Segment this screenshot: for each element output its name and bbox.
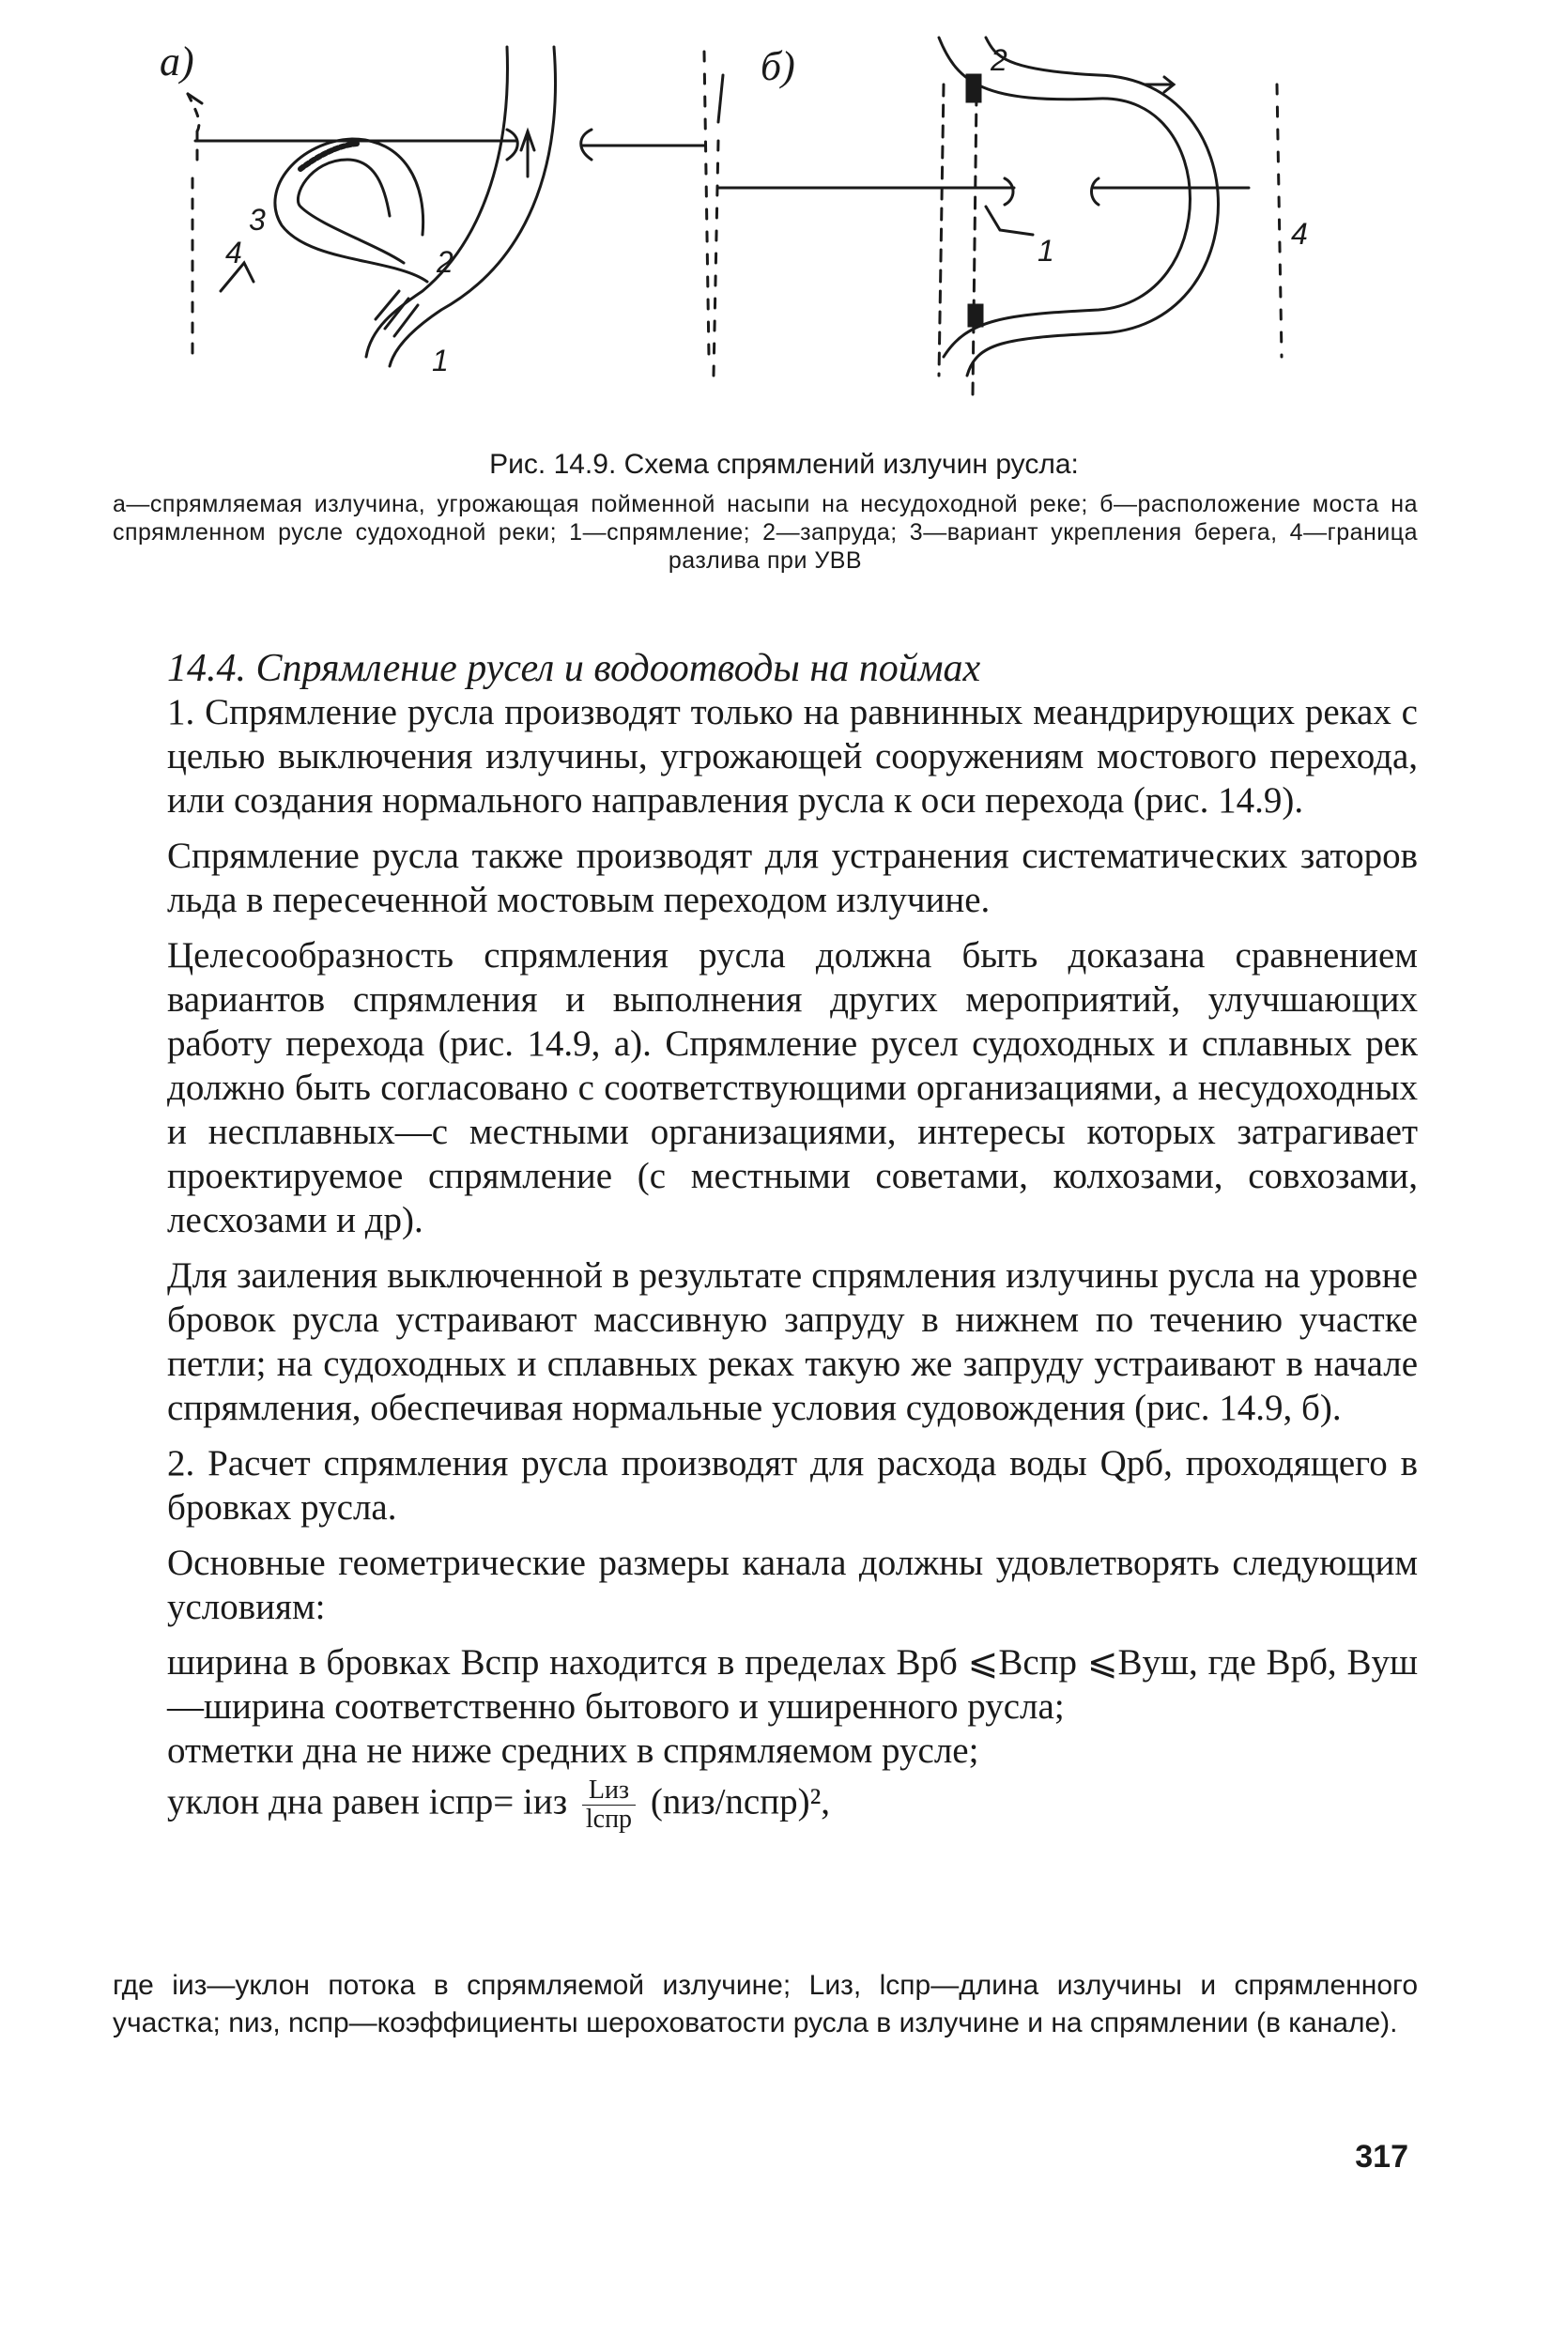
paragraph-6: Основные геометрические размеры канала должны удовлетворять следующим условиям: <box>167 1543 1418 1627</box>
condition-width: ширина в бровках Bспр находится в пределах Bрб ⩽Bспр ⩽Bуш, где Bрб, Bуш—ширина соответственно бытового и уширенного русла; <box>167 1642 1418 1727</box>
figure-caption-body: а—спрямляемая излучина, угрожающая пойменной насыпи на несудоходной реке; б—расположение моста на спрямленном русле судоходной реки; 1—спрямление; 2—запруда; 3—вариант укрепления берега, 4—граница разлива при УВВ <box>113 491 1418 574</box>
paragraph-3: Целесообразность спрямления русла должна быть доказана сравнением вариантов спрямления и выполнения других мероприятий, улучшающих работу перехода (рис. 14.9, а). Спрямление русел судоходных и сплавных рек должно быть согласовано с соответствующими организациями, а несудоходных и несплавных—с местными организациями, интересы которых затрагивает проектируемое спрямление (с местными советами, колхозами, совхозами, лесхозами и др). <box>167 935 1418 1240</box>
callout-a-4: 4 <box>225 236 242 269</box>
river-straightening-figure <box>160 19 1455 413</box>
callout-a-1: 1 <box>432 344 449 377</box>
callout-b-4: 4 <box>1291 217 1308 251</box>
section-heading: 14.4. Спрямление русел и водоотводы на поймах <box>167 647 981 690</box>
formula-tail: (nиз/nспр)², <box>650 1781 831 1822</box>
formula-legend-note: где iиз—уклон потока в спрямляемой излучине; Lиз, lспр—длина излучины и спрямленного участка; nиз, nспр—коэффициенты шероховатости русла в излучине и на спрямлении (в канале). <box>113 1970 1418 2038</box>
paragraph-2: Спрямление русла также производят для устранения систематических заторов льда в пересеченной мостовым переходом излучине. <box>167 836 1418 920</box>
formula-fraction <box>582 1776 636 1834</box>
callout-b-2: 2 <box>991 43 1007 77</box>
formula-lead: уклон дна равен iспр= iиз <box>167 1781 568 1822</box>
page-number: 317 <box>1355 2139 1408 2175</box>
panel-b-label: б) <box>761 43 795 89</box>
formula-numerator: Lиз <box>582 1776 636 1806</box>
panel-a-diagram <box>188 47 709 366</box>
callout-a-2: 2 <box>437 245 453 279</box>
slope-formula <box>167 1776 1418 1834</box>
paragraph-1: 1. Спрямление русла производят только на равнинных меандрирующих реках с целью выключения излучины, угрожающей сооружениям мостового перехода, или создания нормального направления русла к оси перехода (рис. 14.9). <box>167 692 1418 821</box>
panel-a-label: а) <box>160 38 194 85</box>
paragraph-4: Для заиления выключенной в результате спрямления излучины русла на уровне бровок русла устраивают массивную запруду в нижнем по течению участке петли; на судоходных и сплавных реках такую же запруду устраивают в начале спрямления, обеспечивая нормальные условия судовождения (рис. 14.9, б). <box>167 1255 1418 1428</box>
section-body <box>167 690 1418 1841</box>
callout-a-3: 3 <box>249 203 266 237</box>
formula-denominator: lспр <box>585 1805 633 1834</box>
panel-b-diagram <box>714 38 1282 394</box>
paragraph-5: 2. Расчет спрямления русла производят для расхода воды Qрб, проходящего в бровках русла. <box>167 1443 1418 1528</box>
callout-b-1: 1 <box>1038 234 1054 268</box>
figure-caption-title: Рис. 14.9. Схема спрямлений излучин русла: <box>489 449 1079 480</box>
condition-bottom: отметки дна не ниже средних в спрямляемом русле; <box>167 1730 979 1771</box>
